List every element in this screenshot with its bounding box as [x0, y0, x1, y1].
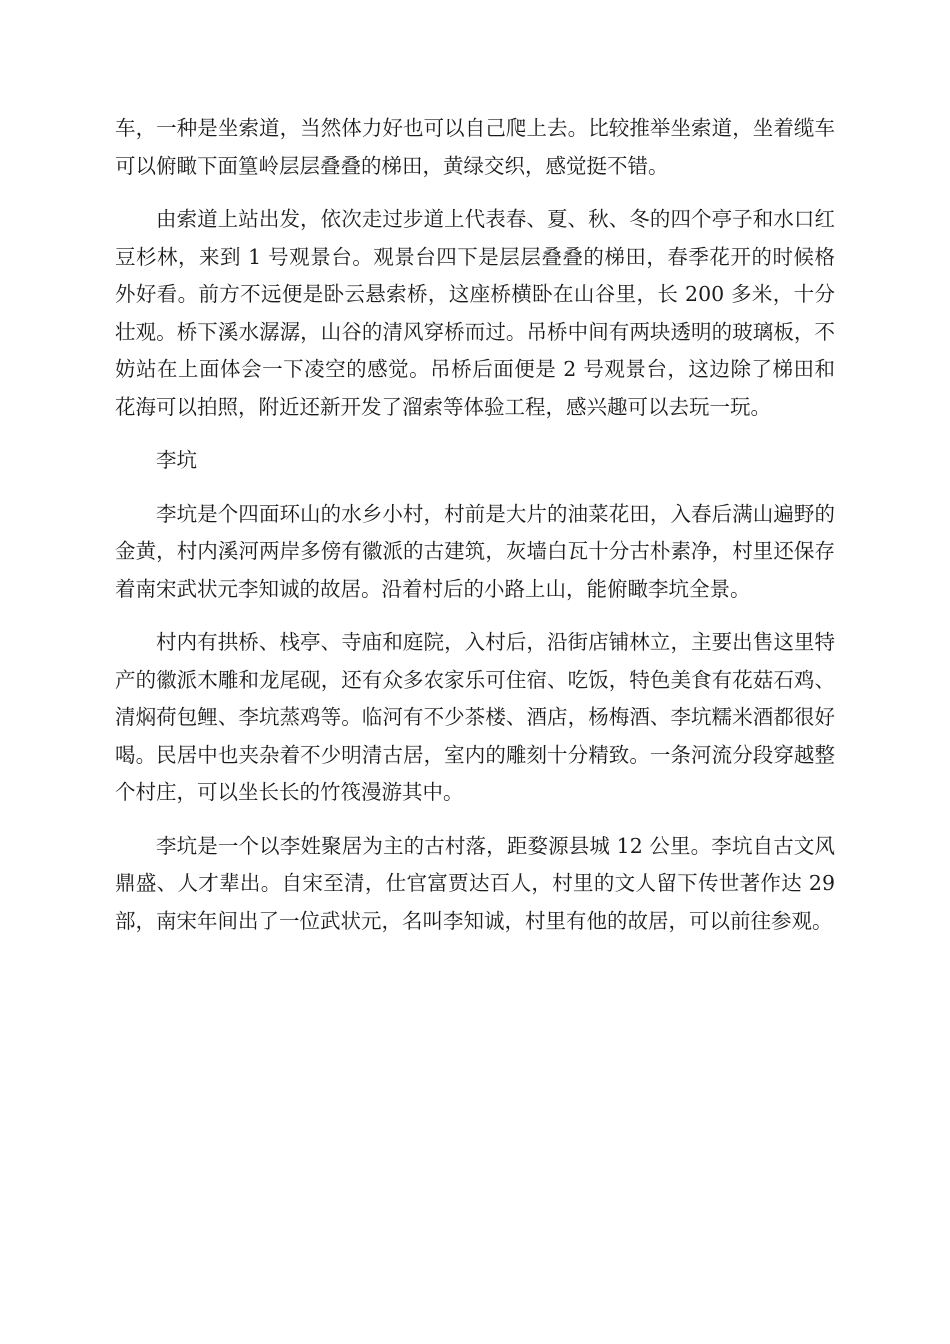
paragraph-cable-car: 车，一种是坐索道，当然体力好也可以自己爬上去。比较推举坐索道，坐着缆车可以俯瞰下面篁岭层层叠叠的梯田，黄绿交织，感觉挺不错。 [115, 116, 835, 178]
paragraph-likeng-intro: 李坑是个四面环山的水乡小村，村前是大片的油菜花田，入春后满山遍野的金黄，村内溪河两岸多傍有徽派的古建筑，灰墙白瓦十分古朴素净，村里还保存着南宋武状元李知诚的故居。沿着村后的小路上山，能俯瞰李坑全景。 [115, 501, 835, 601]
document-body [115, 110, 835, 956]
paragraph-likeng-village: 村内有拱桥、栈亭、寺庙和庭院，入村后，沿街店铺林立，主要出售这里特产的徽派木雕和龙尾砚，还有众多农家乐可住宿、吃饭，特色美食有花菇石鸡、清焖荷包鲤、李坑蒸鸡等。临河有不少茶楼、酒店，杨梅酒、李坑糯米酒都很好喝。民居中也夹杂着不少明清古居，室内的雕刻十分精致。一条河流分段穿越整个村庄，可以坐长长的竹筏漫游其中。 [115, 630, 835, 804]
paragraph-likeng-history: 李坑是一个以李姓聚居为主的古村落，距婺源县城 12 公里。李坑自古文风鼎盛、人才辈出。自宋至清，仕官富贾达百人，村里的文人留下传世著作达 29 部，南宋年间出了一位武状元，名叫李知诚，村里有他的故居，可以前往参观。 [115, 833, 835, 933]
paragraph-viewing-platforms: 由索道上站出发，依次走过步道上代表春、夏、秋、冬的四个亭子和水口红豆杉林，来到 1 号观景台。观景台四下是层层叠叠的梯田，春季花开的时候格外好看。前方不远便是卧云悬索桥，这座桥横卧在山谷里，长 200 多米，十分壮观。桥下溪水潺潺，山谷的清风穿桥而过。吊桥中间有两块透明的玻璃板，不妨站在上面体会一下凌空的感觉。吊桥后面便是 2 号观景台，这边除了梯田和花海可以拍照，附近还新开发了溜索等体验工程，感兴趣可以去玩一玩。 [115, 207, 835, 419]
section-heading-likeng: 李坑 [156, 448, 197, 472]
